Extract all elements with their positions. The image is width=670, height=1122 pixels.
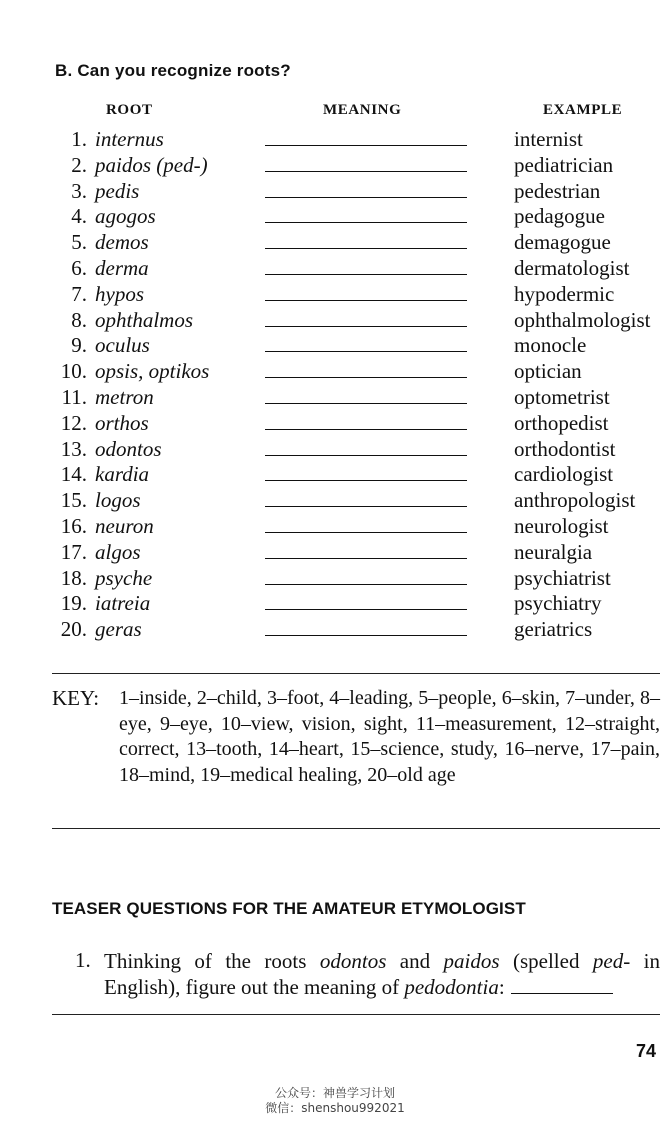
row-number: 19. bbox=[60, 591, 87, 616]
term-pedodontia: pedodontia bbox=[404, 975, 499, 999]
root-ped: ped- bbox=[592, 949, 631, 973]
table-row bbox=[0, 487, 670, 513]
table-row bbox=[0, 152, 670, 178]
table-row bbox=[0, 126, 670, 152]
table-row bbox=[0, 203, 670, 229]
root-odontos: odontos bbox=[319, 949, 387, 973]
question-text: Thinking of the roots odontos and paidos (spelled ped- in English), figure out the meaning of pedodontia: bbox=[104, 949, 660, 999]
row-number: 10. bbox=[60, 359, 87, 384]
meaning-blank[interactable] bbox=[265, 197, 467, 198]
page-number: 74 bbox=[636, 1041, 657, 1061]
example-word: psychiatry bbox=[514, 591, 602, 616]
root-word: paidos (ped-) bbox=[95, 152, 208, 177]
example-word: neurologist bbox=[514, 514, 609, 538]
teaser-heading: TEASER QUESTIONS FOR THE AMATEUR ETYMOLOGIST bbox=[52, 899, 526, 918]
root-word: derma bbox=[95, 256, 149, 280]
meaning-blank[interactable] bbox=[265, 532, 467, 533]
meaning-blank[interactable] bbox=[265, 558, 467, 559]
table-row bbox=[0, 410, 670, 436]
meaning-blank[interactable] bbox=[265, 455, 467, 456]
table-row bbox=[0, 513, 670, 539]
table-row bbox=[0, 565, 670, 591]
row-number: 15. bbox=[60, 488, 87, 513]
table-row bbox=[0, 616, 670, 642]
column-header-meaning: MEANING bbox=[323, 102, 402, 118]
root-word: neuron bbox=[95, 514, 154, 538]
row-number: 5. bbox=[71, 230, 87, 255]
table-row bbox=[0, 436, 670, 462]
meaning-blank[interactable] bbox=[265, 300, 467, 301]
root-word: kardia bbox=[95, 462, 150, 487]
row-number: 14. bbox=[60, 462, 87, 487]
root-word: orthos bbox=[95, 410, 149, 435]
example-word: internist bbox=[514, 127, 583, 151]
row-number: 13. bbox=[60, 436, 87, 461]
row-number: 12. bbox=[60, 410, 87, 435]
meaning-blank[interactable] bbox=[265, 403, 467, 404]
meaning-blank[interactable] bbox=[265, 584, 467, 585]
meaning-blank[interactable] bbox=[265, 480, 467, 481]
example-word: monocle bbox=[514, 333, 587, 358]
divider-top bbox=[52, 673, 660, 674]
meaning-blank[interactable] bbox=[265, 145, 467, 146]
key-label: KEY: bbox=[52, 686, 100, 710]
example-word: optometrist bbox=[514, 385, 610, 409]
example-word: pedagogue bbox=[514, 204, 605, 229]
root-word: algos bbox=[95, 539, 141, 564]
meaning-blank[interactable] bbox=[265, 248, 467, 249]
row-number: 3. bbox=[71, 178, 87, 203]
row-number: 17. bbox=[60, 539, 87, 564]
example-word: ophthalmologist bbox=[514, 307, 651, 332]
row-number: 4. bbox=[71, 204, 87, 229]
answer-blank[interactable] bbox=[511, 993, 613, 994]
row-number: 11. bbox=[61, 385, 87, 409]
column-header-root: ROOT bbox=[106, 102, 153, 118]
row-number: 9. bbox=[71, 333, 87, 358]
root-word: demos bbox=[95, 230, 149, 255]
root-word: internus bbox=[95, 127, 164, 151]
meaning-blank[interactable] bbox=[265, 609, 467, 610]
row-number: 7. bbox=[71, 281, 87, 306]
meaning-blank[interactable] bbox=[265, 326, 467, 327]
table-row bbox=[0, 358, 670, 384]
table-row bbox=[0, 229, 670, 255]
root-word: agogos bbox=[95, 204, 156, 229]
example-word: psychiatrist bbox=[514, 565, 611, 590]
answer-key: 1–inside, 2–child, 3–foot, 4–leading, 5–people, 6–skin, 7–under, 8–eye, 9–eye, 10–view, vision, sight, 11–measurement, 12–straight, correct, 13–tooth, 14–heart, 15–science, study, 16–nerve, 17–pain, 18–mind, 19–medical healing, 20–old age bbox=[119, 687, 660, 786]
table-row bbox=[0, 461, 670, 487]
watermark bbox=[0, 1086, 670, 1116]
example-word: geriatrics bbox=[514, 617, 593, 642]
example-word: dermatologist bbox=[514, 256, 630, 280]
meaning-blank[interactable] bbox=[265, 377, 467, 378]
table-row bbox=[0, 281, 670, 307]
question-number: 1. bbox=[75, 948, 91, 972]
column-header-example: EXAMPLE bbox=[543, 102, 623, 118]
root-word: opsis, optikos bbox=[95, 359, 210, 384]
table-row bbox=[0, 255, 670, 281]
row-number: 2. bbox=[71, 152, 87, 177]
meaning-blank[interactable] bbox=[265, 274, 467, 275]
answer-line[interactable] bbox=[52, 1014, 660, 1015]
section-heading: B. Can you recognize roots? bbox=[55, 61, 291, 80]
row-number: 20. bbox=[60, 617, 87, 642]
watermark-line-1: 公众号：神兽学习计划 bbox=[274, 1086, 395, 1100]
root-paidos: paidos bbox=[443, 949, 500, 973]
meaning-blank[interactable] bbox=[265, 171, 467, 172]
example-word: optician bbox=[514, 359, 582, 384]
divider-bottom bbox=[52, 828, 660, 829]
row-number: 16. bbox=[60, 514, 87, 538]
row-number: 1. bbox=[71, 127, 87, 151]
example-word: pediatrician bbox=[514, 152, 614, 177]
example-word: orthopedist bbox=[514, 410, 609, 435]
root-word: pedis bbox=[95, 178, 140, 203]
table-row bbox=[0, 307, 670, 333]
root-word: iatreia bbox=[95, 591, 151, 616]
row-number: 8. bbox=[71, 307, 87, 332]
row-number: 18. bbox=[60, 565, 87, 590]
example-word: hypodermic bbox=[514, 281, 615, 306]
example-word: anthropologist bbox=[514, 488, 636, 513]
example-word: orthodontist bbox=[514, 436, 616, 461]
example-word: cardiologist bbox=[514, 462, 614, 487]
root-word: odontos bbox=[95, 436, 162, 461]
table-row bbox=[0, 590, 670, 616]
example-word: demagogue bbox=[514, 230, 611, 255]
root-word: hypos bbox=[95, 281, 144, 306]
root-word: metron bbox=[95, 385, 154, 409]
meaning-blank[interactable] bbox=[265, 351, 467, 352]
root-word: oculus bbox=[95, 333, 150, 358]
table-row bbox=[0, 384, 670, 410]
table-row bbox=[0, 178, 670, 204]
row-number: 6. bbox=[71, 256, 87, 280]
example-word: pedestrian bbox=[514, 178, 601, 203]
meaning-blank[interactable] bbox=[265, 429, 467, 430]
watermark-line-2: 微信：shenshou992021 bbox=[265, 1101, 405, 1115]
meaning-blank[interactable] bbox=[265, 222, 467, 223]
root-word: logos bbox=[95, 488, 141, 513]
example-word: neuralgia bbox=[514, 539, 593, 564]
root-word: psyche bbox=[95, 565, 153, 590]
meaning-blank[interactable] bbox=[265, 635, 467, 636]
table-row bbox=[0, 332, 670, 358]
root-word: ophthalmos bbox=[95, 307, 194, 332]
root-word: geras bbox=[95, 617, 142, 642]
table-row bbox=[0, 539, 670, 565]
meaning-blank[interactable] bbox=[265, 506, 467, 507]
